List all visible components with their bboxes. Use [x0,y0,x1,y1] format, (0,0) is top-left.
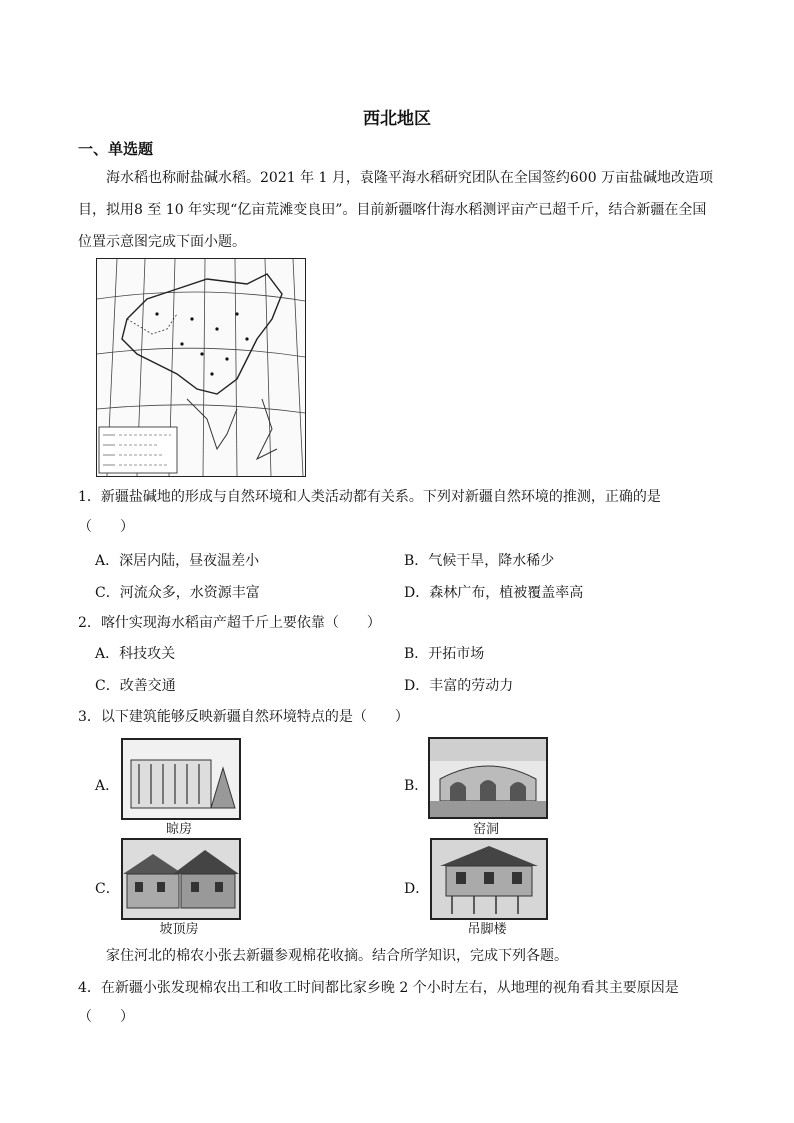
question-3-d-label: 吊脚楼 [467,922,507,937]
question-1-option-c[interactable]: C．河流众多，水资源丰富 [95,585,260,601]
question-3-b-label: 窑洞 [472,822,499,837]
question-4-stem: 4．在新疆小张发现棉农出工和收工时间都比家乡晚 2 个小时左右，从地理的视角看其主要原因是 [78,980,679,996]
question-3-a-label: 晾房 [165,822,192,837]
stilted-house-image [430,838,548,920]
section-heading: 一、单选题 [78,140,154,158]
question-3-option-b[interactable]: B． [404,778,429,794]
question-3-option-a[interactable]: A． [95,778,120,794]
drying-house-image [121,738,241,820]
question-2-option-c[interactable]: C．改善交通 [95,678,176,694]
question-1-stem: 1．新疆盐碱地的形成与自然环境和人类活动都有关系。下列对新疆自然环境的推测，正确的是 [78,489,661,505]
question-1-option-b[interactable]: B．气候干旱，降水稀少 [404,553,555,569]
question-1-option-d[interactable]: D．森林广布，植被覆盖率高 [404,585,584,601]
map-illustration [97,259,305,476]
cave-dwelling-icon [430,739,546,817]
question-2-stem: 2．喀什实现海水稻亩产超千斤上要依靠（ ） [78,615,381,631]
question-3-stem: 3．以下建筑能够反映新疆自然环境特点的是（ ） [78,709,409,725]
question-4-paren: （ ） [78,1009,134,1025]
question-2-option-d[interactable]: D．丰富的劳动力 [404,678,514,694]
question-3-c-label: 坡顶房 [159,922,199,937]
drying-house-icon [123,740,239,818]
sloped-roof-house-icon [123,840,239,918]
stilted-house-icon [432,840,546,918]
intro-paragraph: 海水稻也称耐盐碱水稻。2021 年 1 月，袁隆平海水稻研究团队在全国签约600 万亩盐碱地改造项目，拟用8 至 10 年实现“亿亩荒滩变良田”。目前新疆喀什海水稻测评亩产已超千斤，结合新疆在全国位置示意图完成下面小题。 [78,170,714,250]
intro-paragraph-2: 家住河北的棉农小张去新疆参观棉花收摘。结合所学知识，完成下列各题。 [106,948,568,964]
cave-dwelling-image [428,737,548,819]
question-2-option-a[interactable]: A．科技攻关 [95,646,176,662]
question-3-option-c[interactable]: C． [95,881,120,897]
question-1-option-a[interactable]: A．深居内陆，昼夜温差小 [95,553,260,569]
question-3-option-d[interactable]: D． [404,881,430,897]
sloped-roof-house-image [121,838,241,920]
question-2-option-b[interactable]: B．开拓市场 [404,646,485,662]
question-1-paren: （ ） [78,519,134,535]
china-map-figure [96,258,306,477]
page-title: 西北地区 [363,109,431,129]
